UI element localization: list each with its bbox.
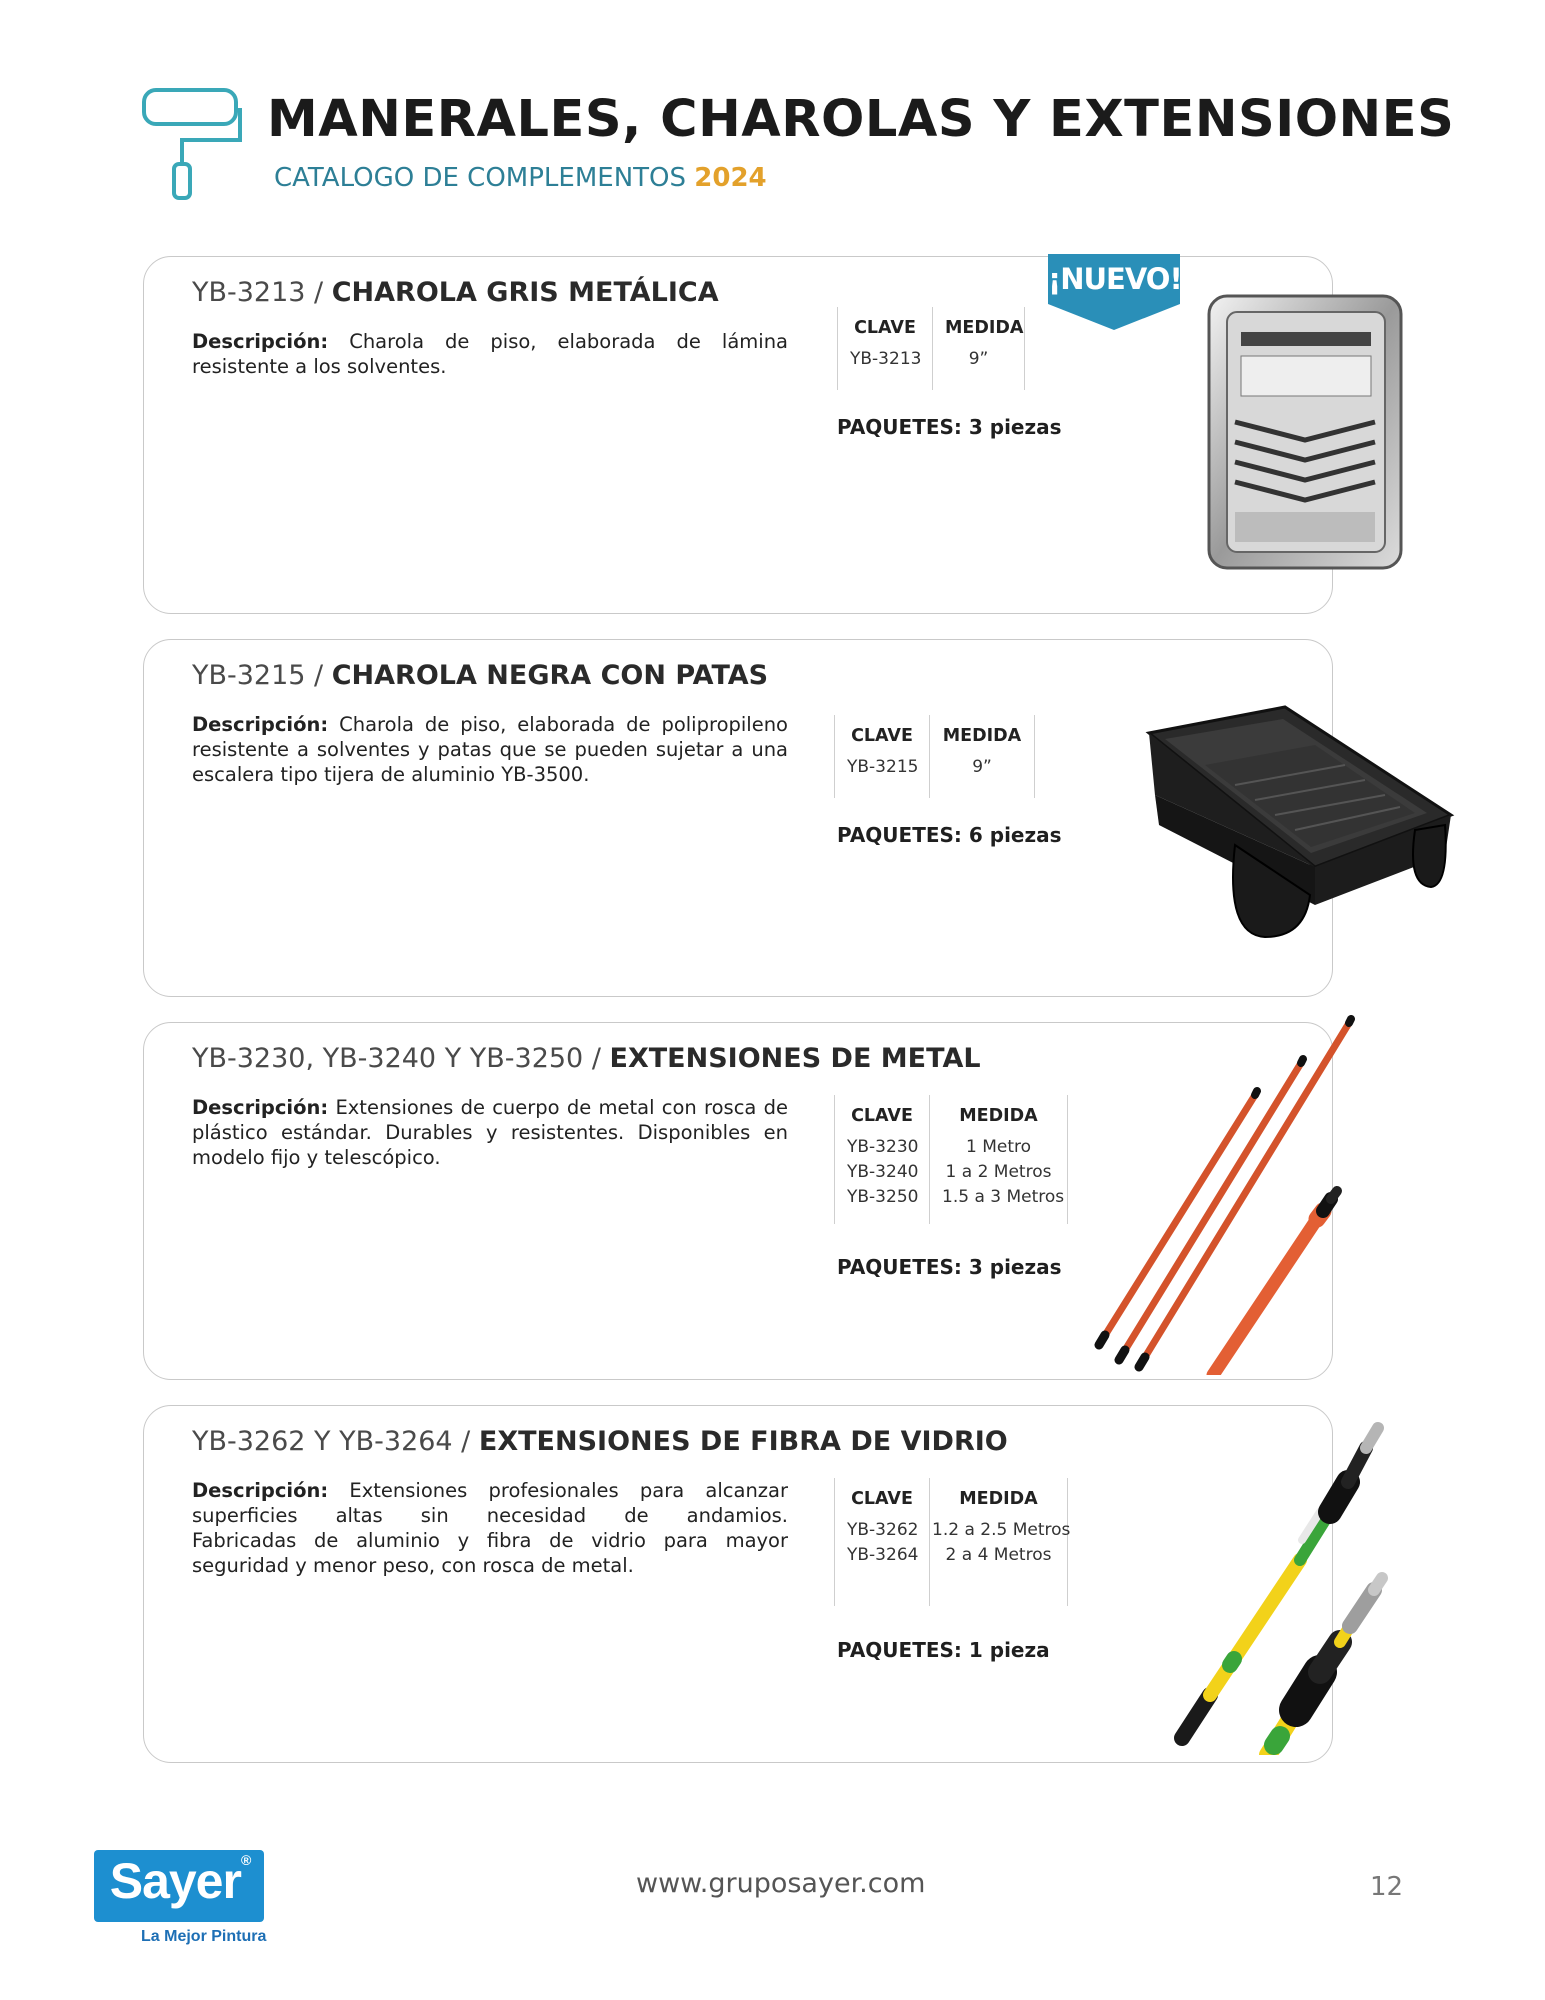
product-name: CHAROLA GRIS METÁLICA [331, 277, 719, 308]
spec-header-medida: MEDIDA [959, 1489, 1038, 1509]
product-name: EXTENSIONES DE METAL [609, 1043, 981, 1074]
spec-value-medida: 1 a 2 Metros [945, 1162, 1052, 1182]
spec-value-medida: 1 Metro [965, 1137, 1032, 1157]
new-badge-label: ¡NUEVO! [1048, 262, 1182, 296]
product-card [143, 1405, 1333, 1763]
product-name: CHAROLA NEGRA CON PATAS [331, 660, 769, 691]
product-code: YB-3262 Y YB-3264 / [192, 1426, 479, 1457]
spec-value-clave: YB-3230 [847, 1137, 919, 1157]
spec-value-clave: YB-3250 [847, 1187, 919, 1207]
spec-col-clave [834, 1478, 929, 1606]
spec-value-medida: 1.5 a 3 Metros [942, 1187, 1065, 1207]
product-code: YB-3215 / [192, 660, 332, 691]
spec-table [834, 1095, 1068, 1224]
description-label: Descripción: [192, 330, 329, 353]
packages-info: PAQUETES: 1 pieza [837, 1638, 1050, 1662]
subtitle-text: CATALOGO DE COMPLEMENTOS [274, 163, 686, 193]
description-line [192, 1478, 788, 1528]
paint-roller-icon [140, 86, 245, 202]
packages-info: PAQUETES: 3 piezas [837, 415, 1062, 439]
spec-header-clave: CLAVE [854, 318, 916, 338]
spec-value-medida: 1.2 a 2.5 Metros [932, 1520, 1071, 1540]
product-title [192, 1043, 981, 1074]
metal-poles-image [1085, 1015, 1365, 1375]
brand-tagline: La Mejor Pintura [141, 1928, 267, 1945]
metal-tray-image [1205, 292, 1405, 572]
spec-value-clave: YB-3262 [847, 1520, 919, 1540]
packages-info: PAQUETES: 3 piezas [837, 1255, 1062, 1279]
product-code: YB-3230, YB-3240 Y YB-3250 / [192, 1043, 610, 1074]
spec-value-clave: YB-3213 [850, 349, 922, 369]
spec-header-clave: CLAVE [851, 1489, 913, 1509]
black-tray-image [1145, 705, 1457, 945]
description-text: Extensiones de cuerpo de metal con rosca de plástico estándar. Durables y resistentes. Disponibles en modelo fijo y telescópico. [192, 1096, 789, 1169]
description-label: Descripción: [192, 713, 329, 736]
spec-table [834, 1478, 1071, 1606]
page-title: MANERALES, CHAROLAS Y EXTENSIONES [267, 90, 1455, 149]
spec-col-clave [834, 1095, 929, 1224]
spec-col-medida [932, 307, 1025, 390]
spec-value-medida: 9” [968, 349, 989, 369]
description-label: Descripción: [192, 1479, 329, 1502]
sayer-logo-text [100, 1852, 260, 1910]
spec-table [837, 307, 1025, 390]
product-code: YB-3213 / [192, 277, 332, 308]
page-number: 12 [1370, 1872, 1404, 1902]
spec-col-medida [929, 1478, 1071, 1606]
spec-header-clave: CLAVE [851, 726, 913, 746]
description-line: Fabricadas de aluminio y fibra de vidrio para mayor seguridad y menor peso, con rosca de metal. [192, 1529, 788, 1577]
website-link[interactable]: www.gruposayer.com [636, 1868, 926, 1899]
spec-header-medida: MEDIDA [959, 1106, 1038, 1126]
spec-col-medida [929, 715, 1035, 798]
spec-value-clave: YB-3215 [847, 757, 919, 777]
description-text: Extensiones profesionales para alcanzar superficies altas sin necesidad de andamios. [192, 1479, 788, 1527]
description-text: Charola de piso, elaborada de lámina resistente a los solventes. [192, 330, 788, 378]
spec-col-medida [929, 1095, 1068, 1224]
product-description [192, 1478, 788, 1578]
product-title [192, 660, 768, 691]
page-subtitle [274, 163, 767, 193]
product-name: EXTENSIONES DE FIBRA DE VIDRIO [478, 1426, 1008, 1457]
product-title [192, 277, 719, 308]
logo-mark: ® [240, 1852, 251, 1868]
product-description [192, 1095, 788, 1170]
spec-col-clave [834, 715, 929, 798]
logo-name: Sayer [109, 1853, 241, 1909]
spec-table [834, 715, 1035, 798]
product-title [192, 1426, 1008, 1457]
packages-info: PAQUETES: 6 piezas [837, 823, 1062, 847]
description-text: Charola de piso, elaborada de polipropileno resistente a solventes y patas que se pueden sujetar a una escalera tipo tijera de aluminio YB-3500. [192, 713, 788, 786]
product-description [192, 712, 788, 787]
spec-value-clave: YB-3264 [847, 1545, 919, 1565]
spec-value-medida: 9” [972, 757, 992, 777]
fiberglass-poles-image [1170, 1420, 1410, 1755]
spec-value-medida: 2 a 4 Metros [945, 1545, 1052, 1565]
spec-value-clave: YB-3240 [847, 1162, 919, 1182]
spec-header-clave: CLAVE [851, 1106, 913, 1126]
catalog-year: 2024 [694, 163, 767, 193]
description-label: Descripción: [192, 1096, 329, 1119]
spec-header-medida: MEDIDA [945, 318, 1024, 338]
product-description [192, 329, 788, 379]
spec-col-clave [837, 307, 932, 390]
spec-header-medida: MEDIDA [942, 726, 1022, 746]
